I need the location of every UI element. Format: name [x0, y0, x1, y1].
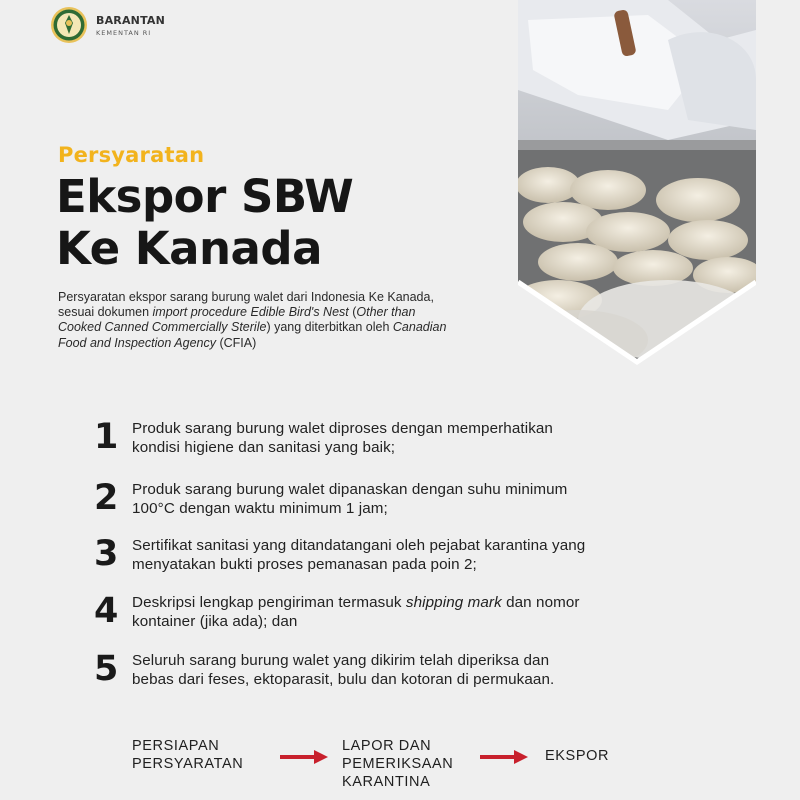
- arrow-right-icon: [280, 750, 328, 764]
- barantan-logo: [50, 6, 165, 44]
- page-title: [56, 171, 476, 275]
- requirement-line: kondisi higiene dan sanitasi yang baik;: [132, 438, 396, 456]
- requirement-item: [94, 650, 692, 689]
- intro-part2: (: [348, 305, 357, 320]
- requirement-item: [94, 535, 692, 574]
- intro-italic2: Other than Cooked Canned Commercially Sterile: [58, 305, 416, 335]
- intro-part4: (CFIA): [215, 335, 257, 350]
- requirement-line-post: dan nomor: [501, 594, 580, 611]
- intro-paragraph: [58, 290, 458, 351]
- intro-italic3: Canadian Food and Inspection Agency: [58, 320, 447, 350]
- requirement-number: 1: [94, 417, 119, 457]
- requirement-text: [132, 481, 692, 518]
- requirement-line: bebas dari feses, ektoparasit, bulu dan kotoran di permukaan.: [132, 670, 555, 688]
- logo-subtitle: KEMENTAN RI: [96, 28, 152, 37]
- requirement-line: Sertifikat sanitasi yang ditandatangani oleh pejabat karantina yang: [132, 537, 586, 554]
- barantan-emblem-icon: [50, 6, 88, 44]
- requirement-item: [94, 479, 692, 518]
- page-title-line2: Ke Kanada: [56, 222, 322, 275]
- requirement-line: Produk sarang burung walet dipanaskan dengan suhu minimum: [132, 481, 568, 498]
- requirement-line-italic: shipping mark: [405, 594, 502, 611]
- flow-step-line: LAPOR DAN: [342, 738, 432, 754]
- requirement-item: [94, 592, 692, 631]
- requirement-line: menyatakan bukti proses pemanasan pada poin 2;: [132, 555, 477, 573]
- intro-part1: Persyaratan ekspor sarang burung walet dari Indonesia Ke Kanada, sesuai dokumen: [58, 290, 434, 320]
- requirement-line: [132, 594, 692, 613]
- requirement-text: [132, 537, 692, 574]
- flow-step-line: KARANTINA: [342, 774, 431, 790]
- requirement-text: [132, 652, 692, 689]
- flow-step-persiapan: [132, 737, 243, 773]
- flow-step-line: PERSYARATAN: [132, 756, 244, 772]
- flow-step-line: PERSIAPAN: [132, 738, 220, 754]
- intro-italic1: import procedure Edible Bird's Nest: [152, 305, 349, 320]
- requirement-number: 3: [94, 534, 119, 574]
- requirement-text: [132, 594, 692, 631]
- requirement-item: [94, 418, 692, 457]
- requirement-line: kontainer (jika ada); dan: [132, 612, 298, 630]
- flow-step-line: PEMERIKSAAN: [342, 756, 454, 772]
- requirement-line: 100°C dengan waktu minimum 1 jam;: [132, 499, 388, 517]
- requirement-line-pre: Deskripsi lengkap pengiriman termasuk: [132, 594, 406, 611]
- requirement-text: [132, 420, 692, 457]
- requirement-line: Produk sarang burung walet diproses dengan memperhatikan: [132, 420, 553, 437]
- birds-nest-processing-photo: [518, 0, 756, 365]
- requirement-number: 5: [94, 649, 119, 689]
- requirement-number: 2: [94, 478, 119, 518]
- page-title-line1: Ekspor SBW: [56, 170, 354, 223]
- logo-title: BARANTAN: [96, 13, 166, 27]
- intro-part3: ) yang diterbitkan oleh: [266, 320, 393, 335]
- requirement-line: Seluruh sarang burung walet yang dikirim telah diperiksa dan: [132, 652, 550, 669]
- flow-step-ekspor: EKSPOR: [545, 748, 610, 764]
- flow-step-lapor: [342, 737, 453, 791]
- heading-kicker: Persyaratan: [58, 143, 205, 167]
- requirement-number: 4: [94, 591, 119, 631]
- arrow-right-icon: [480, 750, 528, 764]
